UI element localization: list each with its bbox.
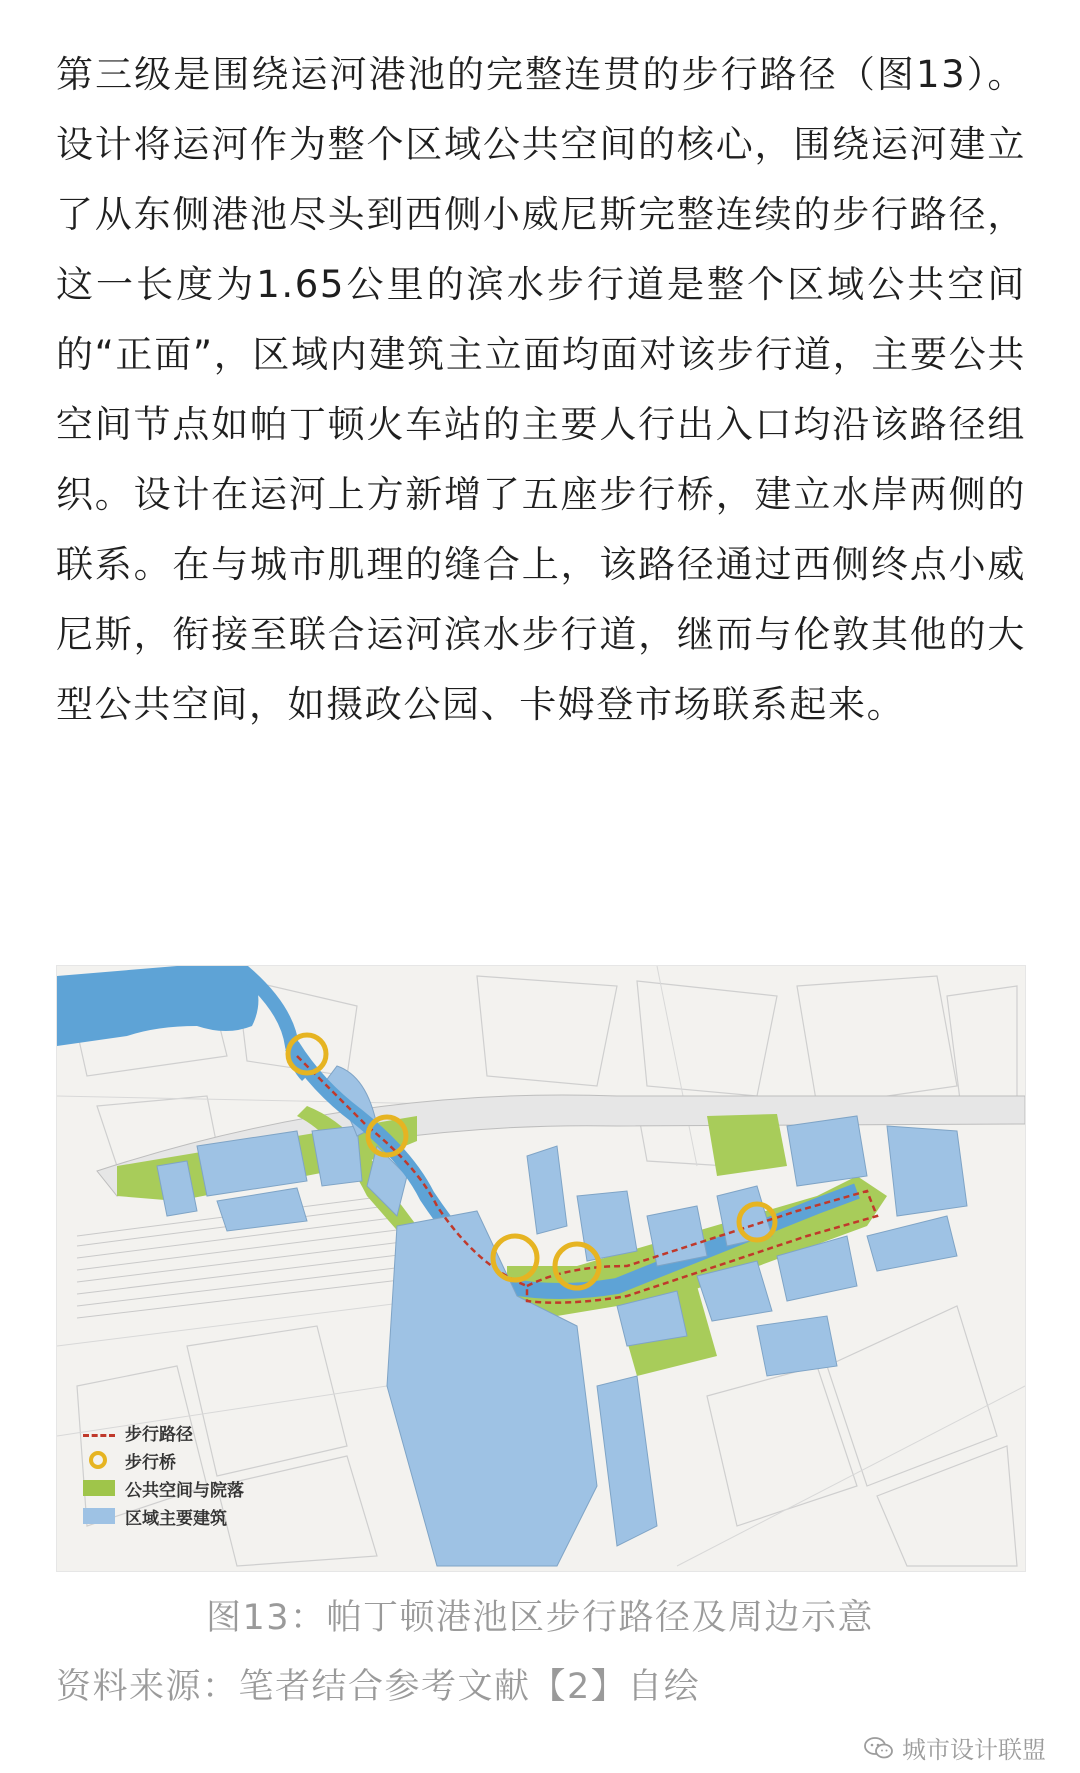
legend-item-green — [83, 1474, 244, 1502]
legend-item-bridge — [83, 1446, 244, 1474]
legend-item-path — [83, 1418, 244, 1446]
legend-label: 公共空间与院落 — [125, 1480, 244, 1501]
building-swatch — [83, 1508, 115, 1524]
article-body — [56, 40, 1026, 740]
green-swatch — [83, 1480, 115, 1496]
legend-item-building — [83, 1502, 244, 1530]
legend-label: 步行路径 — [125, 1424, 193, 1445]
watermark — [864, 1730, 1046, 1765]
map-legend — [83, 1418, 244, 1530]
path-swatch — [83, 1434, 115, 1437]
article-paragraph: 第三级是围绕运河港池的完整连贯的步行路径（图13）。设计将运河作为整个区域公共空间的核心，围绕运河建立了从东侧港池尽头到西侧小威尼斯完整连续的步行路径，这一长度为1.65公里的滨水步行道是整个区域公共空间的“正面”，区域内建筑主立面均面对该步行道，主要公共空间节点如帕丁顿火车站的主要人行出入口均沿该路径组织。设计在运河上方新增了五座步行桥，建立水岸两侧的联系。在与城市肌理的缝合上，该路径通过西侧终点小威尼斯，衔接至联合运河滨水步行道，继而与伦敦其他的大型公共空间，如摄政公园、卡姆登市场联系起来。 — [56, 53, 1026, 726]
wechat-icon — [864, 1736, 894, 1760]
watermark-text: 城市设计联盟 — [902, 1736, 1046, 1764]
figure-caption: 图13：帕丁顿港池区步行路径及周边示意 — [205, 1598, 875, 1638]
legend-label: 区域主要建筑 — [125, 1508, 227, 1529]
figure-map — [56, 965, 1026, 1572]
green-block-ne — [707, 1114, 787, 1176]
bridge-swatch — [89, 1451, 107, 1469]
legend-label: 步行桥 — [125, 1452, 176, 1473]
figure-source: 资料来源：笔者结合参考文献【2】自绘 — [56, 1667, 701, 1707]
